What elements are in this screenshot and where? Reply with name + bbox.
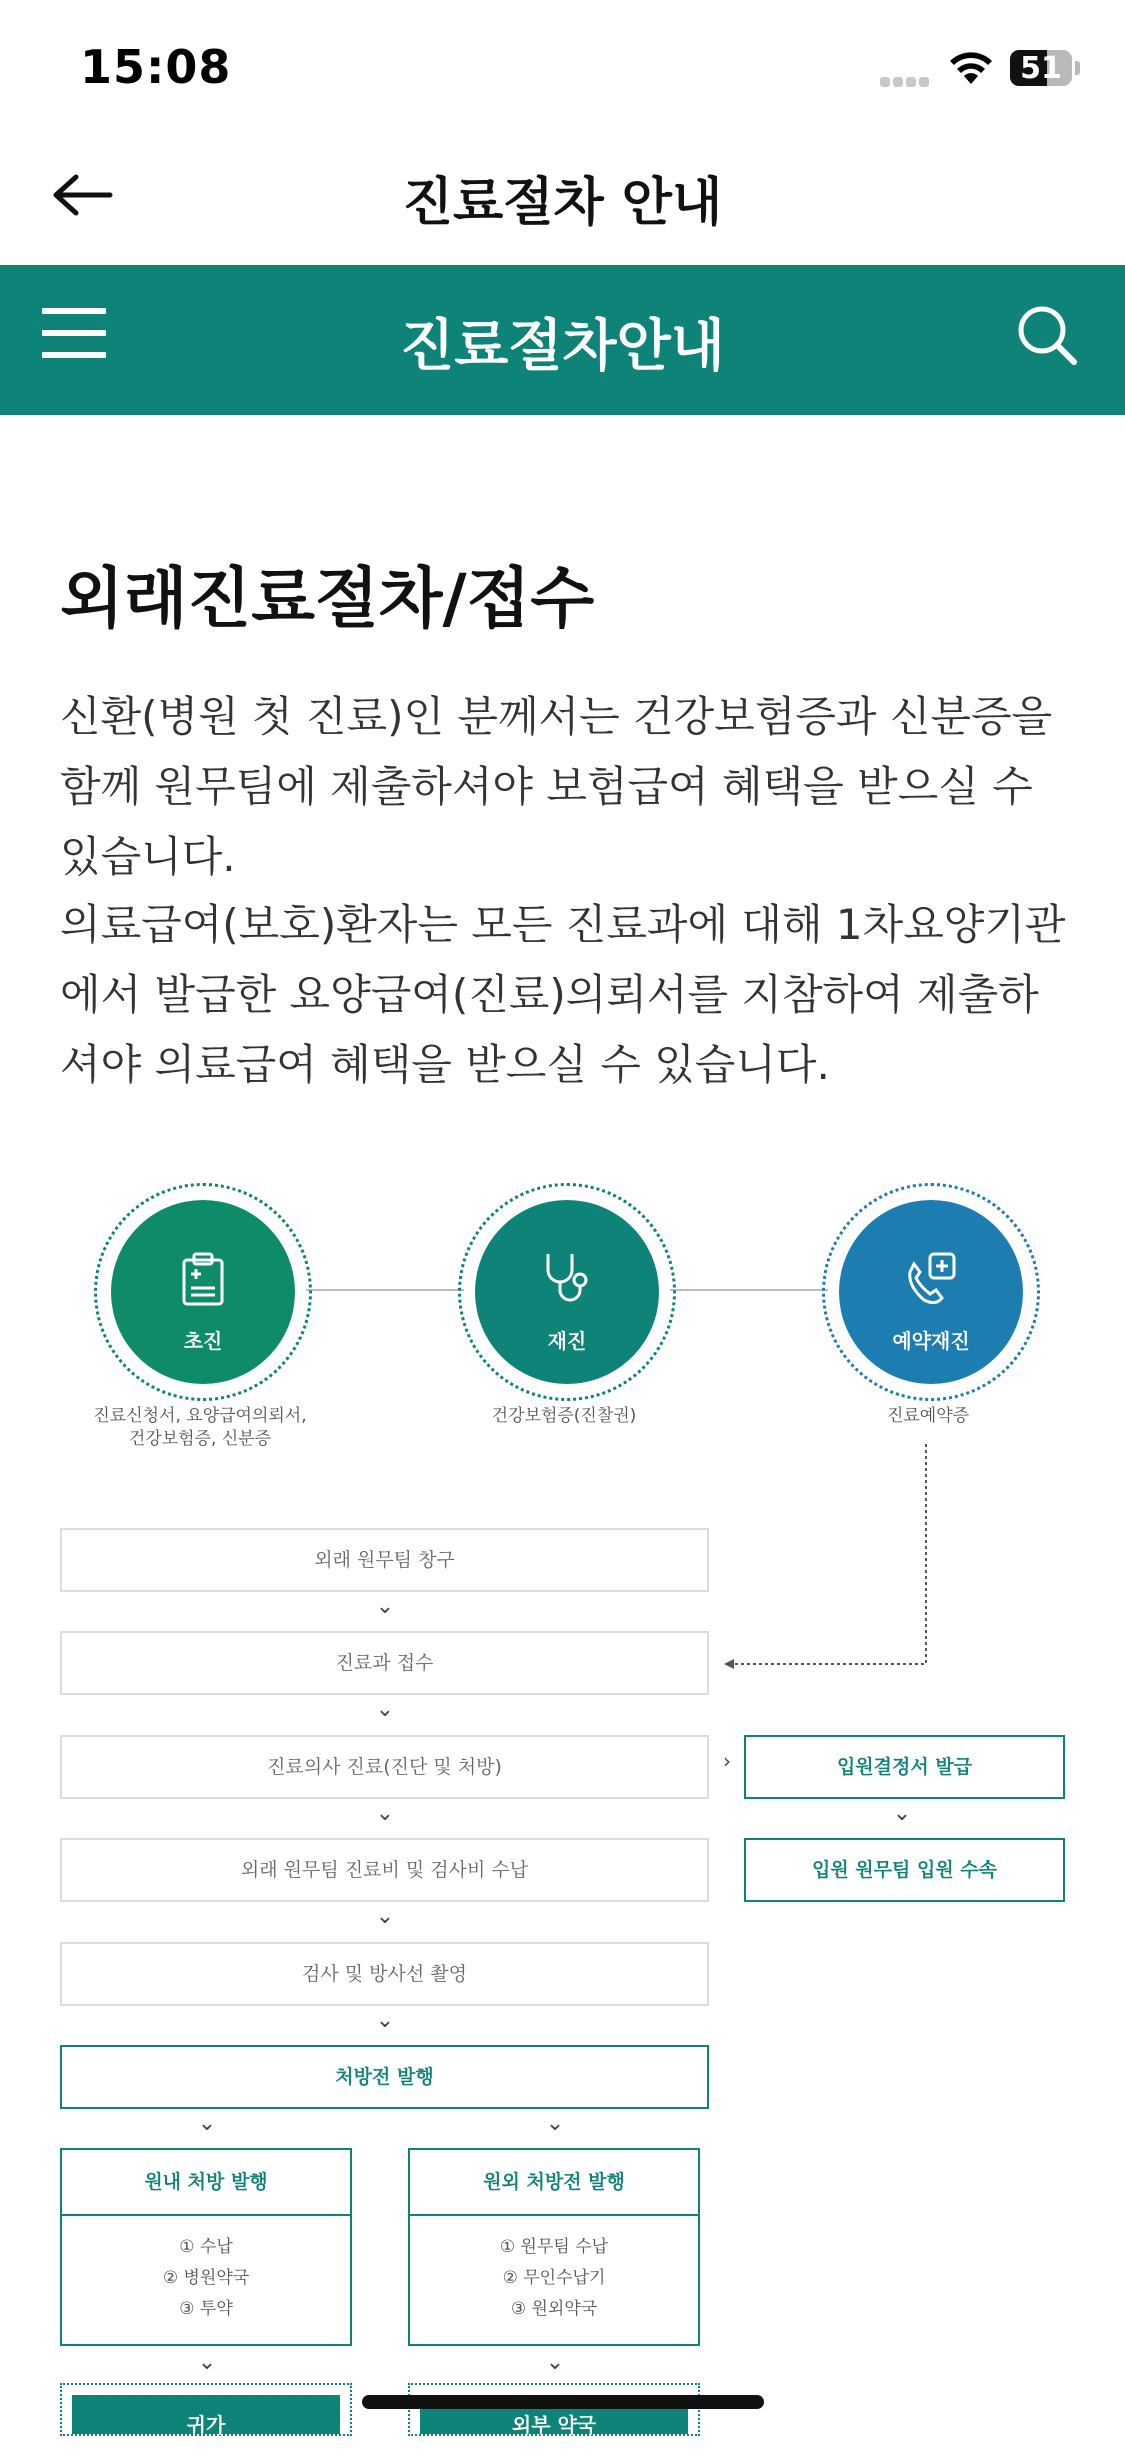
chevron-down-icon: ⌄ [197,2350,217,2375]
connector-line [306,1289,464,1291]
section-title: 외래진료절차/접수 [60,560,595,637]
description-new-patient: 신환(병원 첫 진료)인 분께서는 건강보험증과 신분증을 함께 원무팀에 제출하셔야 보험급여 혜택을 받으실 수 있습니다. [60,692,1053,881]
home-indicator[interactable] [362,2395,764,2409]
list-item: ③ 투약 [179,2299,233,2319]
phone-medical-icon [902,1250,960,1308]
step-label: 재진 [547,1329,587,1353]
wifi-icon [948,48,994,90]
flow-box-reception-window: 외래 원무팀 창구 [60,1528,709,1592]
search-icon [1015,303,1079,367]
battery-icon [1010,50,1072,86]
battery-tip [1075,61,1080,75]
chevron-right-icon: › [723,1749,731,1773]
step-first-visit [94,1183,312,1401]
chevron-down-icon: ⌄ [375,1697,395,1722]
chevron-down-icon: ⌄ [375,2008,395,2033]
chevron-down-icon: ⌄ [375,1904,395,1929]
step-caption: 진료신청서, 요양급여의뢰서, 건강보험증, 신분증 [93,1406,307,1449]
end-box-external-pharmacy: 외부 약국 [408,2383,700,2436]
step-caption: 진료예약증 [886,1406,970,1426]
inner-prescription-title: 원내 처방 발행 [62,2150,350,2216]
list-item: ① 수납 [179,2237,233,2257]
connector-line [670,1289,828,1291]
chevron-down-icon: ⌄ [545,2350,565,2375]
description-medical-aid: 의료급여(보호)환자는 모든 진료과에 대해 1차요양기관에서 발급한 요양급여(진료)의뢰서를 지참하여 제출하셔야 의료급여 혜택을 받으실 수 있습니다. [60,900,1066,1089]
list-item: ③ 원외약국 [510,2299,598,2319]
clipboard-icon [174,1250,232,1308]
flow-box-admission-procedure: 입원 원무팀 입원 수속 [744,1838,1065,1902]
reservation-flow-line [720,1442,940,1672]
page-title: 진료절차 안내 [402,173,723,233]
step-label: 예약재진 [892,1329,970,1353]
outer-prescription-title: 원외 처방전 발행 [410,2150,698,2216]
status-time: 15:08 [80,40,232,94]
chevron-down-icon: ⌄ [892,1801,912,1826]
header-title: 진료절차안내 [400,314,725,379]
flow-box-admission-decision: 입원결정서 발급 [744,1735,1065,1799]
chevron-down-icon: ⌄ [375,1801,395,1826]
stethoscope-icon [538,1250,596,1308]
list-item: ② 무인수납기 [502,2268,606,2288]
chevron-down-icon: ⌄ [197,2111,217,2136]
step-caption: 건강보험증(진찰권) [491,1406,637,1426]
flow-box-dept-registration: 진료과 접수 [60,1631,709,1695]
end-box-go-home: 귀가 [60,2383,352,2436]
flow-box-examination: 검사 및 방사선 촬영 [60,1942,709,2006]
flow-box-prescription: 처방전 발행 [60,2045,709,2109]
chevron-down-icon: ⌄ [375,1594,395,1619]
step-reserved-revisit [822,1183,1040,1401]
battery-level: 51 [1020,51,1062,86]
step-revisit [458,1183,676,1401]
search-button[interactable] [1015,303,1079,367]
chevron-down-icon: ⌄ [545,2111,565,2136]
flow-box-payment: 외래 원무팀 진료비 및 검사비 수납 [60,1838,709,1902]
outer-prescription-box [408,2148,700,2346]
step-label: 초진 [183,1329,223,1353]
inner-prescription-box [60,2148,352,2346]
flow-box-doctor-consultation: 진료의사 진료(진단 및 처방) [60,1735,709,1799]
list-item: ② 병원약국 [162,2268,250,2288]
cellular-signal-icon [880,72,936,84]
list-item: ① 원무팀 수납 [499,2237,609,2257]
